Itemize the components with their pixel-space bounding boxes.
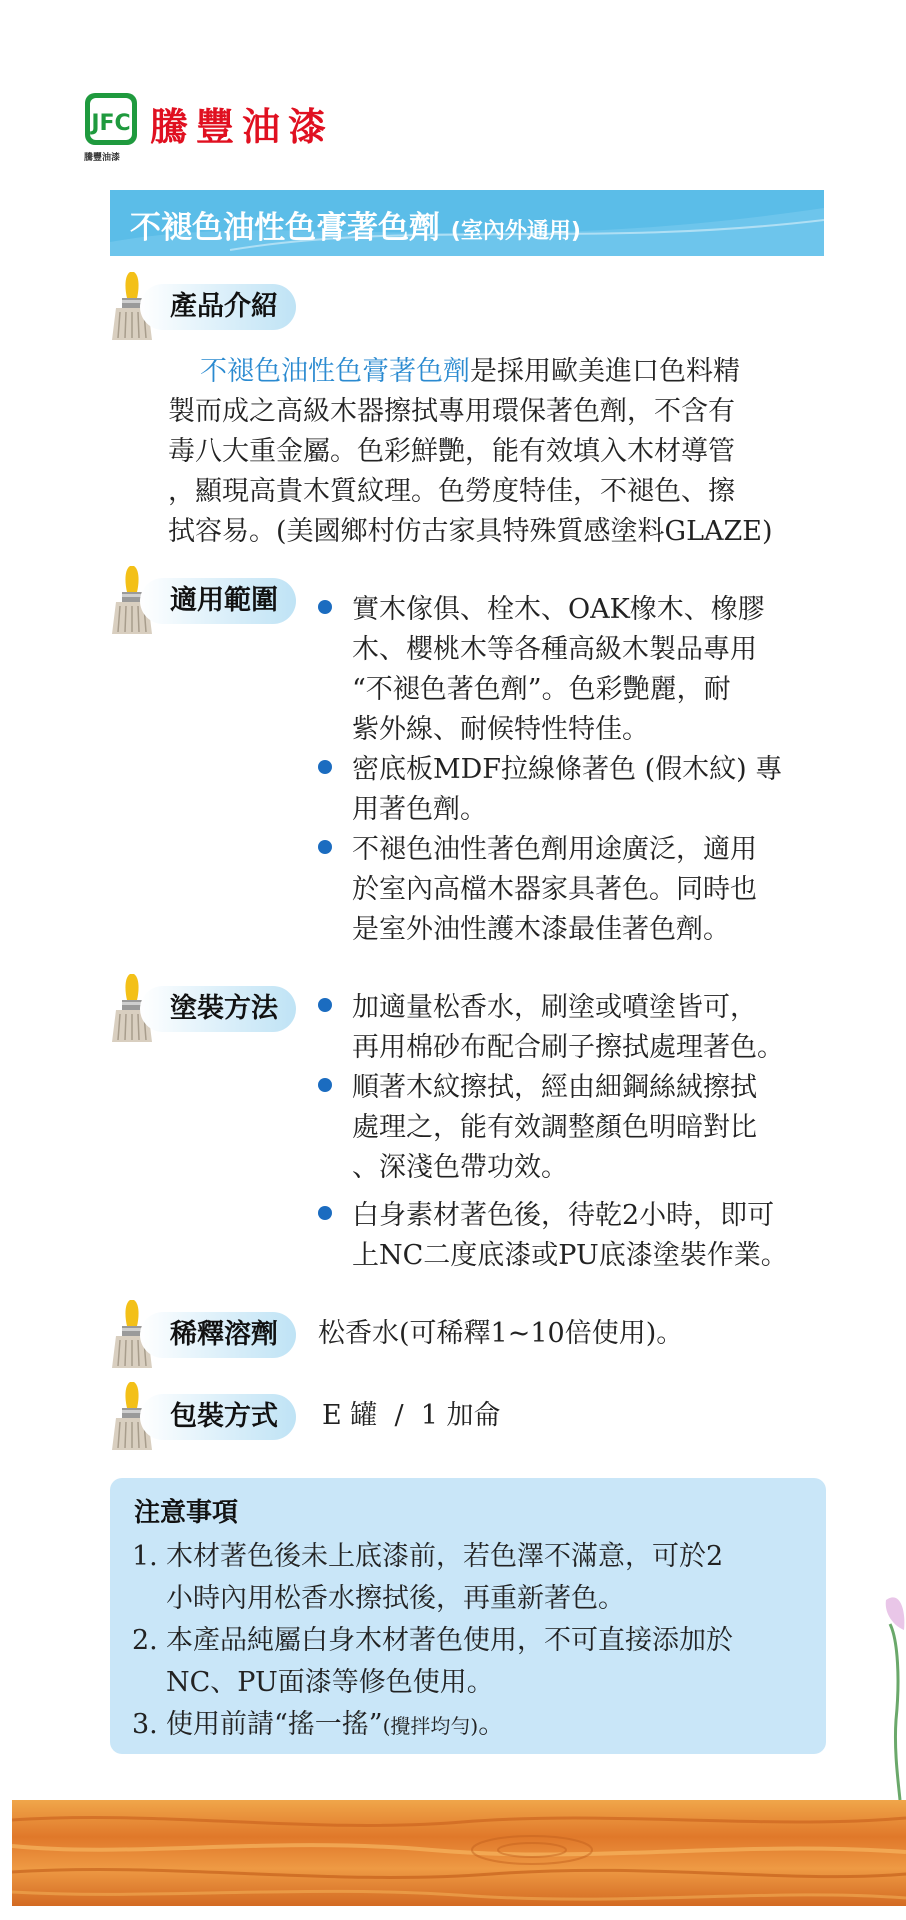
method-bullet-3 [318,1196,823,1276]
wood-grain-texture [12,1800,906,1906]
scope-bullet-3-line: 於室內高檔木器家具著色。同時也 [352,874,757,905]
brand-name: 騰豐油漆 [150,105,335,149]
method-bullet-2-line: 、深淺色帶功效。 [352,1152,568,1183]
intro-line-1: 是採用歐美進口色料精 [470,356,740,387]
solvent-value: 松香水(可稀釋1~10倍使用)。 [318,1318,684,1349]
note-number: 3. [132,1709,158,1740]
scope-bullet-1-line: 木、櫻桃木等各種高級木製品專用 [352,634,757,665]
note-number: 2. [132,1625,158,1656]
method-bullet-2 [318,1068,823,1188]
method-bullet-3-line: 白身素材著色後，待乾2小時，即可 [352,1200,775,1231]
scope-bullet-1-line: 紫外線、耐候特性特佳。 [352,714,649,745]
section-label-scope: 適用範圍 [140,578,296,624]
product-title-bar [110,190,824,256]
wood-grain-footer [12,1800,906,1906]
method-bullet-3-line: 上NC二度底漆或PU底漆塗裝作業。 [352,1240,788,1271]
note-item-1 [132,1536,812,1620]
note-item-3 [132,1704,812,1747]
section-label-intro: 產品介紹 [140,284,296,330]
brand-mark-icon [84,92,138,152]
bullet-dot-icon [318,600,332,614]
bullet-dot-icon [318,998,332,1012]
scope-bullet-3-line: 是室外油性護木漆最佳著色劑。 [352,914,730,945]
scope-bullet-2 [318,750,823,830]
packaging-value: E 罐 / 1 加侖 [322,1400,501,1431]
note-item-2 [132,1620,812,1704]
intro-line-4: ，顯現高貴木質紋理。色勞度特佳，不褪色、擦 [168,476,735,507]
notes-box [110,1478,826,1754]
bullet-dot-icon [318,1078,332,1092]
brand-caption: 騰豐油漆 [84,153,121,163]
method-bullet-2-line: 順著木紋擦拭，經由細鋼絲絨擦拭 [352,1072,757,1103]
intro-highlight-product-name: 不褪色油性色膏著色劑 [200,356,470,387]
scope-bullet-2-line: 用著色劑。 [352,794,487,825]
section-label-packaging: 包裝方式 [140,1394,296,1440]
bullet-dot-icon [318,1206,332,1220]
flower-decoration-icon [880,1580,906,1800]
brand-mark-letters: JFC [91,111,131,136]
intro-line-5: 拭容易。(美國鄉村仿古家具特殊質感塗料GLAZE) [168,516,773,547]
method-bullet-1-line: 加適量松香水，刷塗或噴塗皆可， [352,992,757,1023]
scope-bullet-1-line: “不褪色著色劑”。色彩艷麗，耐 [352,674,731,705]
method-bullet-1-line: 再用棉砂布配合刷子擦拭處理著色。 [352,1032,784,1063]
method-bullet-2-line: 處理之，能有效調整顏色明暗對比 [352,1112,757,1143]
note-1-line: 木材著色後未上底漆前，若色澤不滿意，可於2 [166,1541,724,1572]
product-title-sub: (室內外通用) [450,219,581,244]
note-2-line: NC、PU面漆等修色使用。 [166,1667,494,1698]
intro-line-2: 製而成之高級木器擦拭專用環保著色劑，不含有 [168,396,735,427]
bullet-dot-icon [318,840,332,854]
product-title [130,202,581,247]
method-bullet-1 [318,988,838,1068]
note-3-small: (攪拌均勻) [382,1714,479,1738]
note-number: 1. [132,1541,158,1572]
scope-bullet-1-line: 實木傢俱、栓木、OAK橡木、橡膠 [352,594,765,625]
scope-bullet-2-line: 密底板MDF拉線條著色 (假木紋) 專 [352,754,783,785]
notes-title: 注意事項 [134,1498,239,1528]
section-label-method: 塗裝方法 [140,986,296,1032]
intro-line-3: 毒八大重金屬。色彩鮮艷，能有效填入木材導管 [168,436,735,467]
note-3-main: 使用前請“搖一搖” [166,1709,383,1740]
note-2-line: 本產品純屬白身木材著色使用，不可直接添加於 [166,1625,733,1656]
section-label-solvent: 稀釋溶劑 [140,1312,296,1358]
note-1-line: 小時內用松香水擦拭後，再重新著色。 [166,1583,625,1614]
scope-bullet-3-line: 不褪色油性著色劑用途廣泛，適用 [352,834,757,865]
scope-bullet-3 [318,830,823,950]
intro-paragraph [168,352,828,552]
product-title-main: 不褪色油性色膏著色劑 [130,210,440,246]
bullet-dot-icon [318,760,332,774]
scope-bullet-1 [318,590,823,750]
note-3-end: 。 [478,1709,506,1740]
